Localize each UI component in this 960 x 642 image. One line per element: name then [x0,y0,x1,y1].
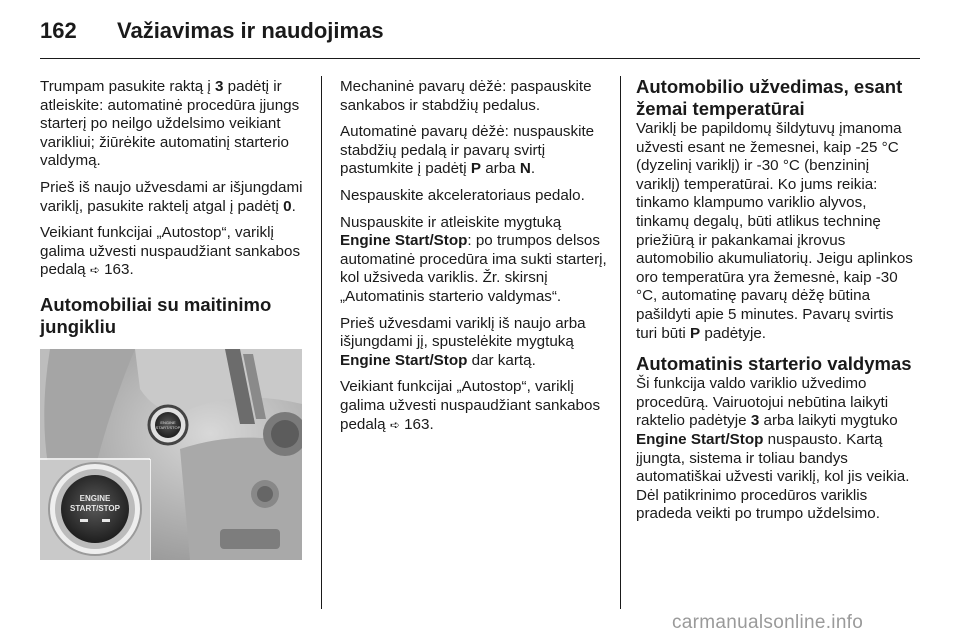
column-divider-1 [321,76,322,609]
page-reference-arrow-icon: ➪ [389,417,400,432]
text: nuspausto. Kartą įjungta, sistema ir toliau bandys automatiškai užvesti variklį, kol jis veikia. Dėl patikrinimo procedūros variklis pradeda veikti po trumpo uždelsimo. [636,430,910,523]
text: Variklį be papildomų šildytuvų įmanoma užvesti esant ne žemesnei, kaip -25 °C (dyzelinį variklį) ir -30 °C (benzininį variklį) temperatūrai. Ko jums reikia: tinkamo klampumo variklio alyvos, tinkamų degalų, būti atlikus techninę priežiūrą ir pakankamai įkrovus automobilio akumuliatorių. Jeigu aplinkos oro temperatūra yra žemesnė, kaip -30 °C, automatinę pavarų dėžę būtina pašildyti apie 5 minutes. Pavarų svirtis turi būti [636,120,913,342]
text: dar kartą. [467,351,536,369]
text: arba laikyti mygtuko [759,412,898,430]
paragraph [340,378,612,434]
watermark: carmanualsonline.info [672,612,864,633]
section-title: Automobilio užvedimas, esant žemai temperatūrai [636,76,903,119]
paragraph [340,214,612,307]
figure-button-label: START/STOP [70,504,120,513]
column-2 [340,78,612,442]
page-reference-arrow-icon: ➪ [89,263,100,278]
figure-button-label: ENGINE [79,494,111,503]
column-1 [40,78,308,346]
text: . [291,197,296,215]
bold-text: Engine Start/Stop [340,232,468,250]
paragraph [340,315,612,371]
page-number: 162 [40,18,77,43]
section-title: Automatinis starterio valdymas [636,353,912,375]
text: Automatinė pavarų dėžė: nuspauskite stabdžių pedalą ir pavarų svirtį pastumkite į padėtį [340,123,595,178]
text: arba [481,160,520,178]
text: Prieš iš naujo užvesdami ar išjungdami variklį, pasukite raktelį atgal į padėtį [40,178,303,215]
bold-text: 3 [215,78,224,95]
column-divider-2 [620,76,621,609]
bold-text: 3 [750,412,760,430]
column-3 [636,76,916,524]
svg-text:START/STOP: START/STOP [155,425,181,430]
text: . [530,160,536,178]
bold-text: 0 [283,197,292,215]
text: Prieš užvesdami variklį iš naujo arba išjungdami jį, spustelėkite mygtuką [340,314,586,351]
header-rule [40,58,920,59]
text: Ši funkcija valdo variklio užvedimo procedūrą. Vairuotojui nebūtina laikyti raktelio padėtyje [636,375,889,430]
paragraph [40,179,308,216]
bold-text: N [519,160,531,178]
section-title: Automobiliai su maitinimo jungikliu [40,293,272,337]
text: padėtyje. [700,324,767,342]
paragraph [40,78,308,171]
text: padėtį ir atleiskite: automatinė procedūra įjungs starterį po neilgo uždelsimo veikiant varikliui; žiūrėkite automatinį starterio valdymą. [40,78,300,170]
bold-text: Engine Start/Stop [636,430,764,448]
paragraph [340,123,612,179]
text: Veikiant funkcijai „Autostop“, variklį galima užvesti nuspaudžiant sankabos pedalą [340,378,601,433]
text: Trumpam pasukite raktą į [40,78,215,95]
engine-start-stop-illustration [40,349,302,560]
paragraph: Mechaninė pavarų dėžė: paspauskite sankabos ir stabdžių pedalus. [340,78,592,114]
bold-text: P [690,324,701,342]
paragraph: Nespauskite akceleratoriaus pedalo. [340,186,585,204]
page-reference-link[interactable]: 163. [99,261,134,279]
svg-text:ENGINE: ENGINE [160,420,176,425]
paragraph [636,120,916,343]
text: : po trumpos delsos automatinė procedūra ima sukti starterį, kol užsiveda variklis. Žr. skirsnį „Automatinis starterio valdymas“. [340,232,607,305]
text: Veikiant funkcijai „Autostop“, variklį galima užvesti nuspaudžiant sankabos pedalą [40,224,301,279]
paragraph [636,375,916,524]
page-heading: Važiavimas ir naudojimas [117,18,384,43]
bold-text: P [470,160,481,178]
page-reference-link[interactable]: 163. [399,415,434,433]
text: Nuspauskite ir atleiskite mygtuką [340,213,562,231]
paragraph [40,224,308,280]
bold-text: Engine Start/Stop [340,351,468,369]
